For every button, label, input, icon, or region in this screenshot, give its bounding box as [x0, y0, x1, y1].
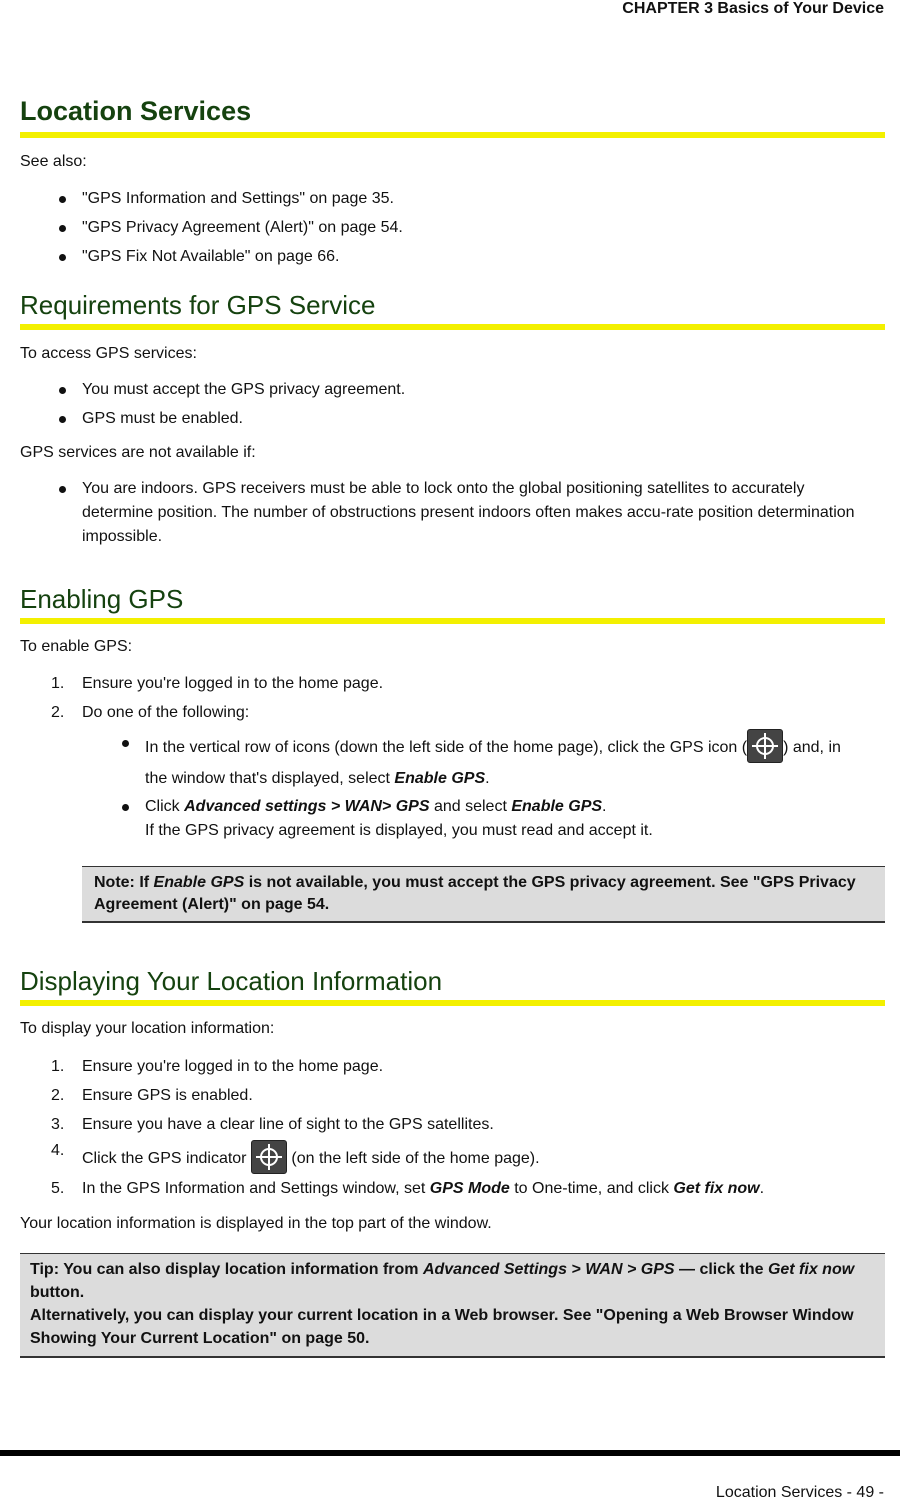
step-number: 5. [51, 1180, 65, 1197]
gps-mode-label: GPS Mode [429, 1180, 510, 1197]
option-text: . [602, 798, 607, 815]
step-text: to One-time, and click [509, 1180, 674, 1197]
requirements-list [20, 378, 885, 431]
page-content [20, 92, 885, 1358]
note-italic: Enable GPS [153, 874, 245, 891]
note-text: Note: If [94, 874, 154, 891]
see-also-link-gps-info[interactable]: "GPS Information and Settings" on page 35. [20, 187, 885, 211]
enabling-steps [20, 672, 885, 725]
enabling-intro: To enable GPS: [20, 638, 133, 655]
displaying-step-3 [20, 1113, 885, 1137]
requirement-item: GPS must be enabled. [20, 407, 885, 431]
see-also-link-privacy[interactable]: "GPS Privacy Agreement (Alert)" on page 54. [20, 216, 885, 240]
requirement-item: You must accept the GPS privacy agreement. [20, 378, 885, 402]
enable-gps-label: Enable GPS [394, 770, 486, 787]
displaying-result: Your location information is displayed in the top part of the window. [20, 1215, 492, 1232]
location-services-heading: Location Services [20, 92, 885, 138]
requirements-heading: Requirements for GPS Service [20, 287, 885, 330]
step-text: Ensure GPS is enabled. [82, 1087, 253, 1104]
step-text: Ensure you have a clear line of sight to the GPS satellites. [82, 1116, 494, 1133]
enable-gps-label: Enable GPS [511, 798, 603, 815]
note-text: is not available, you must accept the GPS privacy agreement. See "GPS Privacy Agreement (Alert)" on page 54. [94, 874, 856, 913]
requirements-intro: To access GPS services: [20, 345, 197, 362]
step-text: Ensure you're logged in to the home page. [82, 1058, 384, 1075]
tip-italic: Advanced Settings > WAN > GPS [422, 1261, 675, 1278]
displaying-steps [20, 1055, 885, 1201]
option-text: and select [429, 798, 512, 815]
step-number: 4. [51, 1142, 65, 1159]
note-box [82, 866, 885, 923]
tip-text: Tip: You can also display location information from [30, 1261, 423, 1278]
step-number: 1. [51, 1058, 65, 1075]
see-also-link-fix[interactable]: "GPS Fix Not Available" on page 66. [20, 245, 885, 269]
enabling-gps-heading: Enabling GPS [20, 581, 885, 624]
step-text: . [759, 1180, 765, 1197]
tip-italic: Get fix now [767, 1261, 855, 1278]
enabling-option-icon [20, 731, 885, 793]
tip-text: — click the [674, 1261, 768, 1278]
step-text: (on the left side of the home page). [286, 1150, 540, 1167]
step-number: 1. [51, 675, 65, 692]
footer-rule [0, 1450, 900, 1456]
displaying-intro: To display your location information: [20, 1020, 275, 1037]
page-footer: Location Services - 49 - [715, 1484, 884, 1501]
see-also-label: See also: [20, 153, 87, 170]
see-also-list [20, 187, 885, 269]
tip-text: button. [30, 1284, 85, 1301]
unavailable-intro: GPS services are not available if: [20, 444, 256, 461]
displaying-location-heading: Displaying Your Location Information [20, 963, 885, 1006]
option-text: If the GPS privacy agreement is displayed, you must read and accept it. [145, 822, 653, 839]
gps-crosshair-icon[interactable] [747, 729, 783, 763]
enabling-step-1 [20, 672, 885, 696]
advanced-settings-path: Advanced settings > WAN> GPS [184, 798, 430, 815]
step-text: Click the GPS indicator [82, 1150, 251, 1167]
option-text: . [485, 770, 490, 787]
unavailable-list [20, 477, 885, 549]
option-text: ) and, in the window that's displayed, select [145, 739, 841, 787]
tip-box [20, 1253, 885, 1358]
step-number: 3. [51, 1116, 65, 1133]
displaying-step-2 [20, 1084, 885, 1108]
displaying-step-4 [20, 1141, 885, 1177]
gps-indicator-icon[interactable] [251, 1140, 287, 1174]
step-text: In the GPS Information and Settings window, set [82, 1180, 430, 1197]
step-number: 2. [51, 704, 65, 721]
option-text: In the vertical row of icons (down the left side of the home page), click the GPS icon ( [145, 739, 748, 757]
displaying-step-5 [20, 1177, 885, 1201]
step-text: Do one of the following: [82, 704, 250, 721]
displaying-step-1 [20, 1055, 885, 1079]
enabling-option-advanced [20, 795, 885, 843]
option-text: Click [145, 798, 185, 815]
step-number: 2. [51, 1087, 65, 1104]
step-text: Ensure you're logged in to the home page. [82, 675, 384, 692]
enabling-options [20, 731, 885, 843]
enabling-step-2 [20, 701, 885, 725]
chapter-header: CHAPTER 3 Basics of Your Device [622, 0, 884, 17]
get-fix-now-label: Get fix now [673, 1180, 760, 1197]
tip-text: Alternatively, you can display your current location in a Web browser. See "Opening a Web Browser Window Showing Your Current Location" on page 50. [30, 1307, 854, 1347]
unavailable-item: You are indoors. GPS receivers must be able to lock onto the global positioning satellites to accurately determine position. The number of obstructions present indoors often makes accu-rate position determination impossible. [20, 477, 885, 549]
